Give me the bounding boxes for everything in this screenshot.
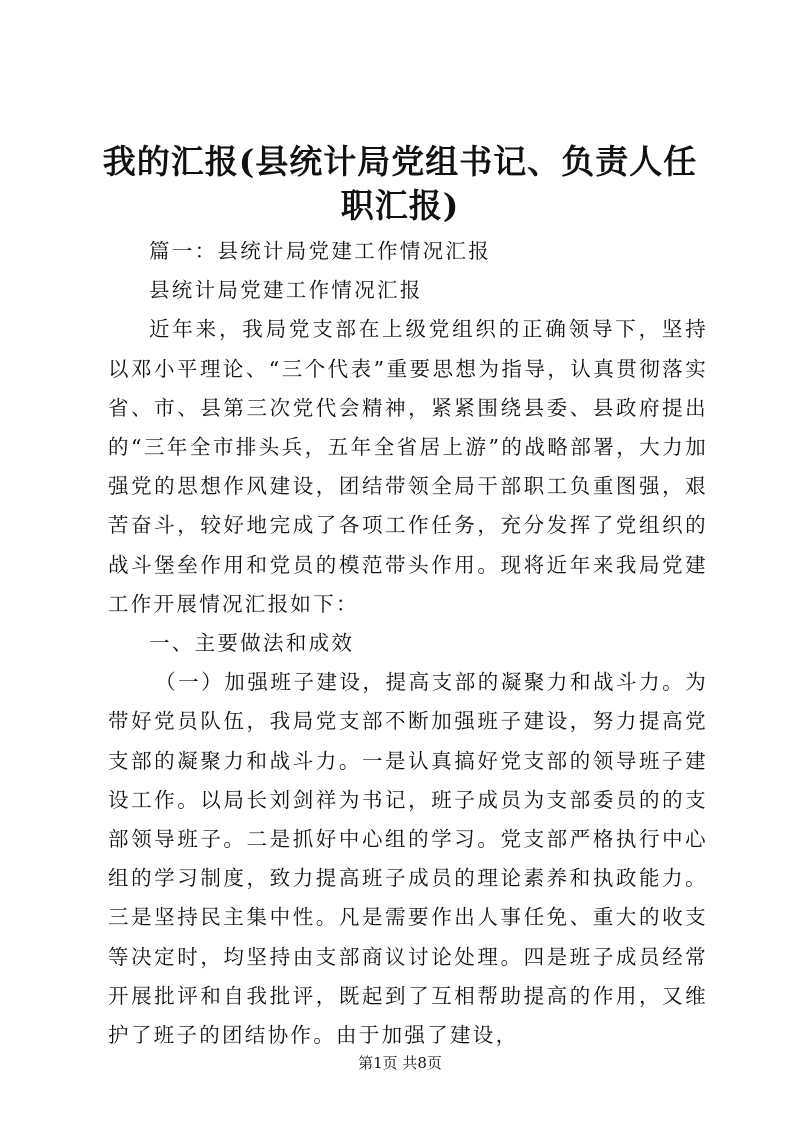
page-number: 第1页 共8页 bbox=[358, 1054, 442, 1072]
document-title: 我的汇报(县统计局党组书记、负责人任职汇报) bbox=[102, 142, 698, 225]
body-paragraph: （一）加强班子建设，提高支部的凝聚力和战斗力。为带好党员队伍，我局党支部不断加强班子建设，努力提高党支部的凝聚力和战斗力。一是认真搞好党支部的领导班子建设工作。以局长刘剑祥为书记，班子成员为支部委员的的支部领导班子。二是抓好中心组的学习。党支部严格执行中心组的学习制度，致力提高班子成员的理论素养和执政能力。三是坚持民主集中性。凡是需要作出人事任免、重大的收支等决定时，均坚持由支部商议讨论处理。四是班子成员经常开展批评和自我批评，既起到了互相帮助提高的作用，又维护了班子的团结协作。由于加强了建设， bbox=[108, 670, 708, 1048]
subsection-heading: 一、主要做法和成效 bbox=[149, 631, 355, 656]
page-footer bbox=[0, 1053, 800, 1073]
section-heading: 篇一：县统计局党建工作情况汇报 bbox=[149, 239, 491, 263]
report-heading: 县统计局党建工作情况汇报 bbox=[149, 278, 423, 303]
intro-paragraph: 近年来，我局党支部在上级党组织的正确领导下，坚持以邓小平理论、“三个代表”重要思想为指导，认真贯彻落实省、市、县第三次党代会精神，紧紧围绕县委、县政府提出的“三年全市排头兵，五年全省居上游”的战略部署，大力加强党的思想作风建设，团结带领全局干部职工负重图强，艰苦奋斗，较好地完成了各项工作任务，充分发挥了党组织的战斗堡垒作用和党员的模范带头作用。现将近年来我局党建工作开展情况汇报如下： bbox=[108, 317, 708, 616]
document-body bbox=[108, 232, 708, 1055]
